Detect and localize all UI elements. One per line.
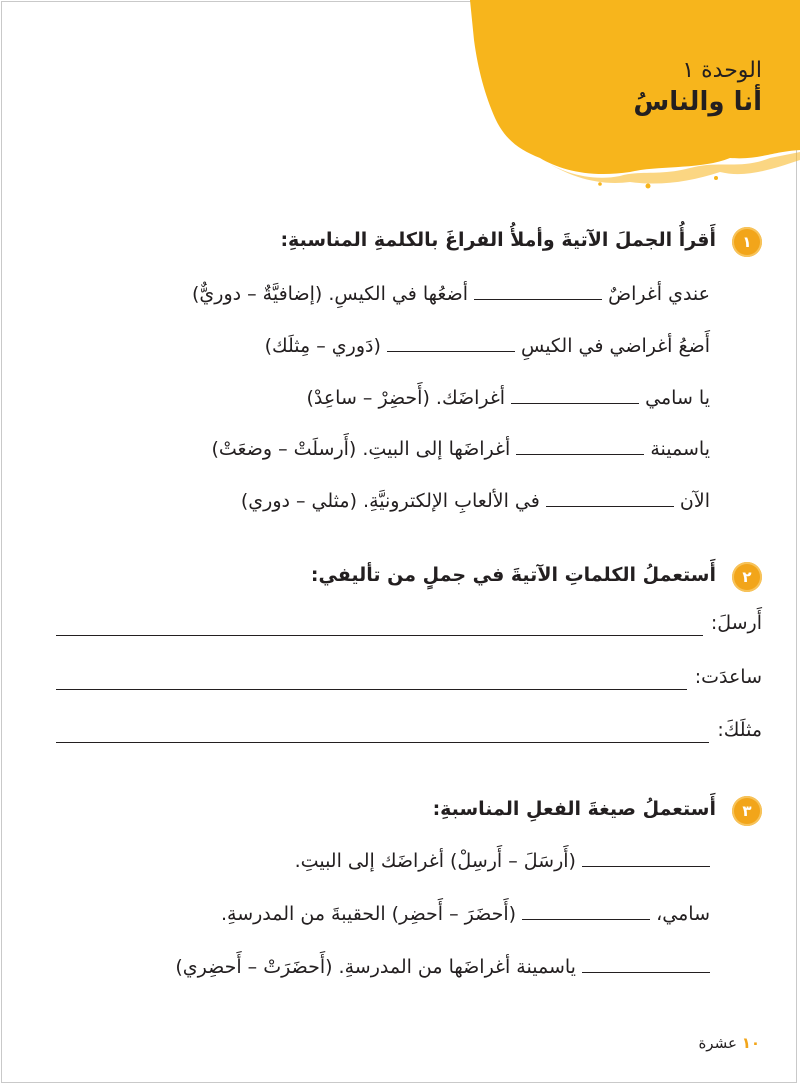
- q2-row-2: [56, 666, 762, 696]
- q1-sentence-5-start: الآن: [679, 490, 710, 512]
- q3-sentence-1: [295, 846, 710, 876]
- q2-writing-line-1[interactable]: [56, 635, 703, 636]
- q2-word-2: ساعدَت:: [694, 666, 762, 688]
- question-2-badge: ٢: [732, 562, 762, 592]
- q1-sentence-3: [306, 383, 710, 413]
- question-3-title: أَستعملُ صيغةَ الفعلِ المناسبةِ:: [432, 798, 716, 820]
- q1-blank-1[interactable]: [474, 281, 602, 300]
- q1-blank-5[interactable]: [546, 488, 674, 507]
- q1-sentence-2: [265, 331, 710, 361]
- q2-writing-line-2[interactable]: [56, 689, 687, 690]
- q1-blank-3[interactable]: [511, 385, 639, 404]
- question-3-badge: ٣: [732, 796, 762, 826]
- page-number: ١٠: [741, 1034, 760, 1052]
- q2-word-1: أَرسلَ:: [710, 612, 762, 634]
- q1-sentence-4: [211, 434, 710, 464]
- q1-sentence-1-end: أضعُها في الكيسِ. (إضافيَّةٌ – دوريٌّ): [191, 283, 468, 305]
- q3-sentence-1-text: (أَرسَلَ – أَرسِلْ) أغراضَك إلى البيتِ.: [294, 850, 576, 872]
- unit-header: [633, 58, 762, 117]
- q1-sentence-3-start: يا سامي: [645, 387, 710, 409]
- q1-sentence-2-start: أَضعُ أغراضي في الكيسِ: [520, 335, 710, 357]
- q2-writing-line-3[interactable]: [56, 742, 709, 743]
- q1-blank-2[interactable]: [387, 333, 515, 352]
- q3-sentence-3-text: ياسمينة أغراضَها من المدرسةِ. (أَحضَرَتْ – أَحضِري): [175, 956, 576, 978]
- unit-label: الوحدة ١: [682, 58, 762, 83]
- page-number-word: عشرة: [698, 1034, 737, 1052]
- q3-sentence-3: [175, 952, 710, 982]
- q3-sentence-2: [221, 899, 710, 929]
- q2-row-1: [56, 612, 762, 642]
- question-1-title: أَقرأُ الجملَ الآتيةَ وأملأُ الفراغَ بالكلمةِ المناسبةِ:: [280, 229, 716, 251]
- q1-sentence-5: [241, 486, 710, 516]
- q1-sentence-1-start: عندي أغراضٌ: [608, 283, 710, 305]
- q3-blank-1[interactable]: [582, 848, 710, 867]
- q2-row-3: [56, 719, 762, 749]
- q1-sentence-4-start: ياسمينة: [650, 438, 710, 460]
- q1-sentence-4-end: أغراضَها إلى البيتِ. (أَرسلَتْ – وضعَتْ): [211, 438, 511, 460]
- q1-blank-4[interactable]: [516, 436, 644, 455]
- q1-sentence-3-end: أغراضَك. (أَحضِرْ – ساعِدْ): [306, 387, 506, 409]
- question-1-badge: ١: [732, 227, 762, 257]
- q3-sentence-2-start: سامي،: [656, 903, 710, 925]
- q3-blank-3[interactable]: [582, 954, 710, 973]
- q3-blank-2[interactable]: [522, 901, 650, 920]
- q3-sentence-2-end: (أَحضَرَ – أَحضِر) الحقيبةَ من المدرسةِ.: [220, 903, 517, 925]
- q2-word-3: مثلَكَ:: [717, 719, 762, 741]
- q1-sentence-2-end: (دَوري – مِثلَك): [264, 335, 381, 357]
- question-2-title: أَستعملُ الكلماتِ الآتيةَ في جملٍ من تأليفي:: [310, 564, 716, 586]
- page-footer: [698, 1034, 760, 1052]
- q1-sentence-5-end: في الألعابِ الإلكترونيَّةِ. (مثلي – دوري): [240, 490, 540, 512]
- q1-sentence-1: [192, 279, 710, 309]
- unit-title: أنا والناسُ: [633, 87, 762, 117]
